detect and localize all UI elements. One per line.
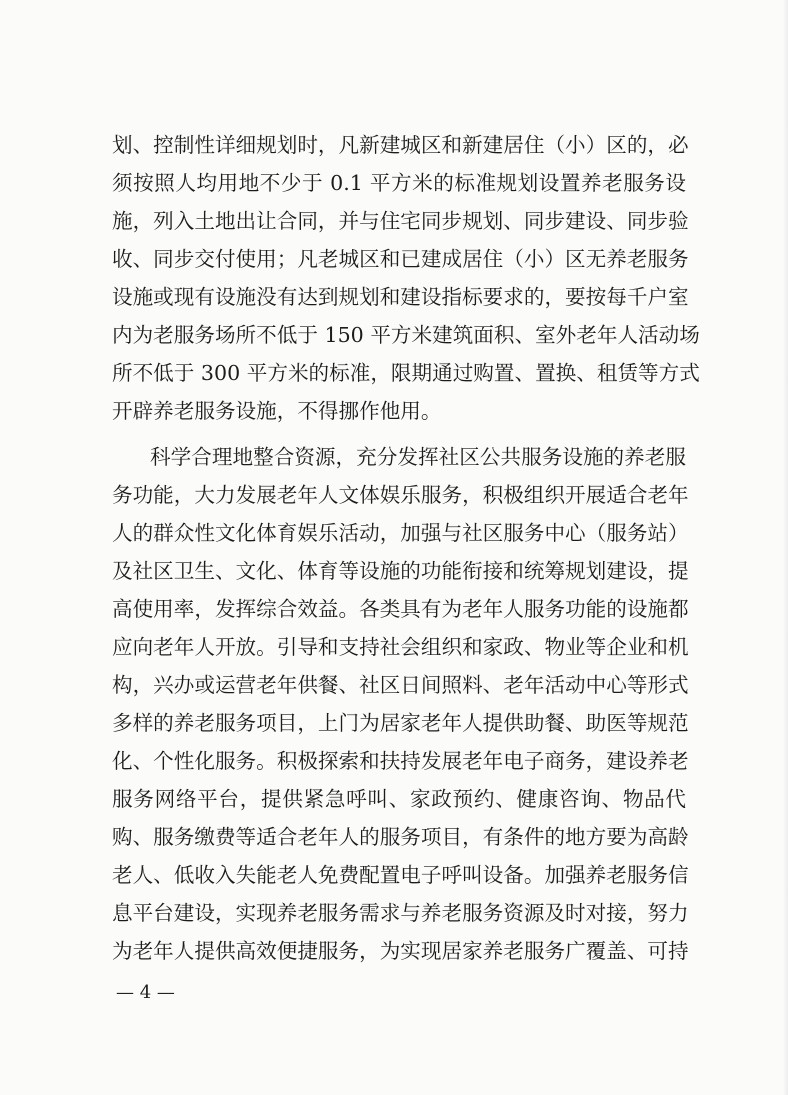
scan-edge-shadow bbox=[783, 0, 788, 1095]
text-line: 为老年人提供高效便捷服务，为实现居家养老服务广覆盖、可持 bbox=[112, 939, 689, 963]
text-line: 须按照人均用地不少于 0.1 平方米的标准规划设置养老服务设 bbox=[112, 171, 686, 195]
text-line: 内为老服务场所不低于 150 平方米建筑面积、室外老年人活动场 bbox=[112, 323, 700, 347]
text-line: 施，列入土地出让合同，并与住宅同步规划、同步建设、同步验 bbox=[112, 209, 689, 233]
text-line: 应向老年人开放。引导和支持社会组织和家政、物业等企业和机 bbox=[112, 635, 689, 659]
text-line: 设施或现有设施没有达到规划和建设指标要求的，要按每千户室 bbox=[112, 285, 689, 309]
text-line: 购、服务缴费等适合老年人的服务项目，有条件的地方要为高龄 bbox=[112, 825, 689, 849]
text-line: 化、个性化服务。积极探索和扶持发展老年电子商务，建设养老 bbox=[112, 749, 689, 773]
text-line: 及社区卫生、文化、体育等设施的功能衔接和统筹规划建设，提 bbox=[112, 559, 689, 583]
text-line: 多样的养老服务项目，上门为居家老年人提供助餐、助医等规范 bbox=[112, 711, 689, 735]
text-line: 收、同步交付使用；凡老城区和已建成居住（小）区无养老服务 bbox=[112, 247, 689, 271]
text-line-paragraph-end: 开辟养老服务设施，不得挪作他用。 bbox=[112, 399, 442, 423]
text-line: 所不低于 300 平方米的标准，限期通过购置、置换、租赁等方式 bbox=[112, 361, 700, 385]
text-line: 人的群众性文化体育娱乐活动，加强与社区服务中心（服务站） bbox=[112, 521, 689, 545]
text-line: 划、控制性详细规划时，凡新建城区和新建居住（小）区的，必 bbox=[112, 133, 689, 157]
text-line: 高使用率，发挥综合效益。各类具有为老年人服务功能的设施都 bbox=[112, 597, 689, 621]
text-line: 构，兴办或运营老年供餐、社区日间照料、老年活动中心等形式 bbox=[112, 673, 689, 697]
text-line: 服务网络平台，提供紧急呼叫、家政预约、健康咨询、物品代 bbox=[112, 787, 686, 811]
text-line: 息平台建设，实现养老服务需求与养老服务资源及时对接，努力 bbox=[112, 901, 689, 925]
text-line-paragraph-start: 科学合理地整合资源，充分发挥社区公共服务设施的养老服 bbox=[150, 445, 686, 469]
text-line: 老人、低收入失能老人免费配置电子呼叫设备。加强养老服务信 bbox=[112, 863, 689, 887]
page-number: — 4 — bbox=[116, 982, 175, 1003]
text-line: 务功能，大力发展老年人文体娱乐服务，积极组织开展适合老年 bbox=[112, 483, 689, 507]
